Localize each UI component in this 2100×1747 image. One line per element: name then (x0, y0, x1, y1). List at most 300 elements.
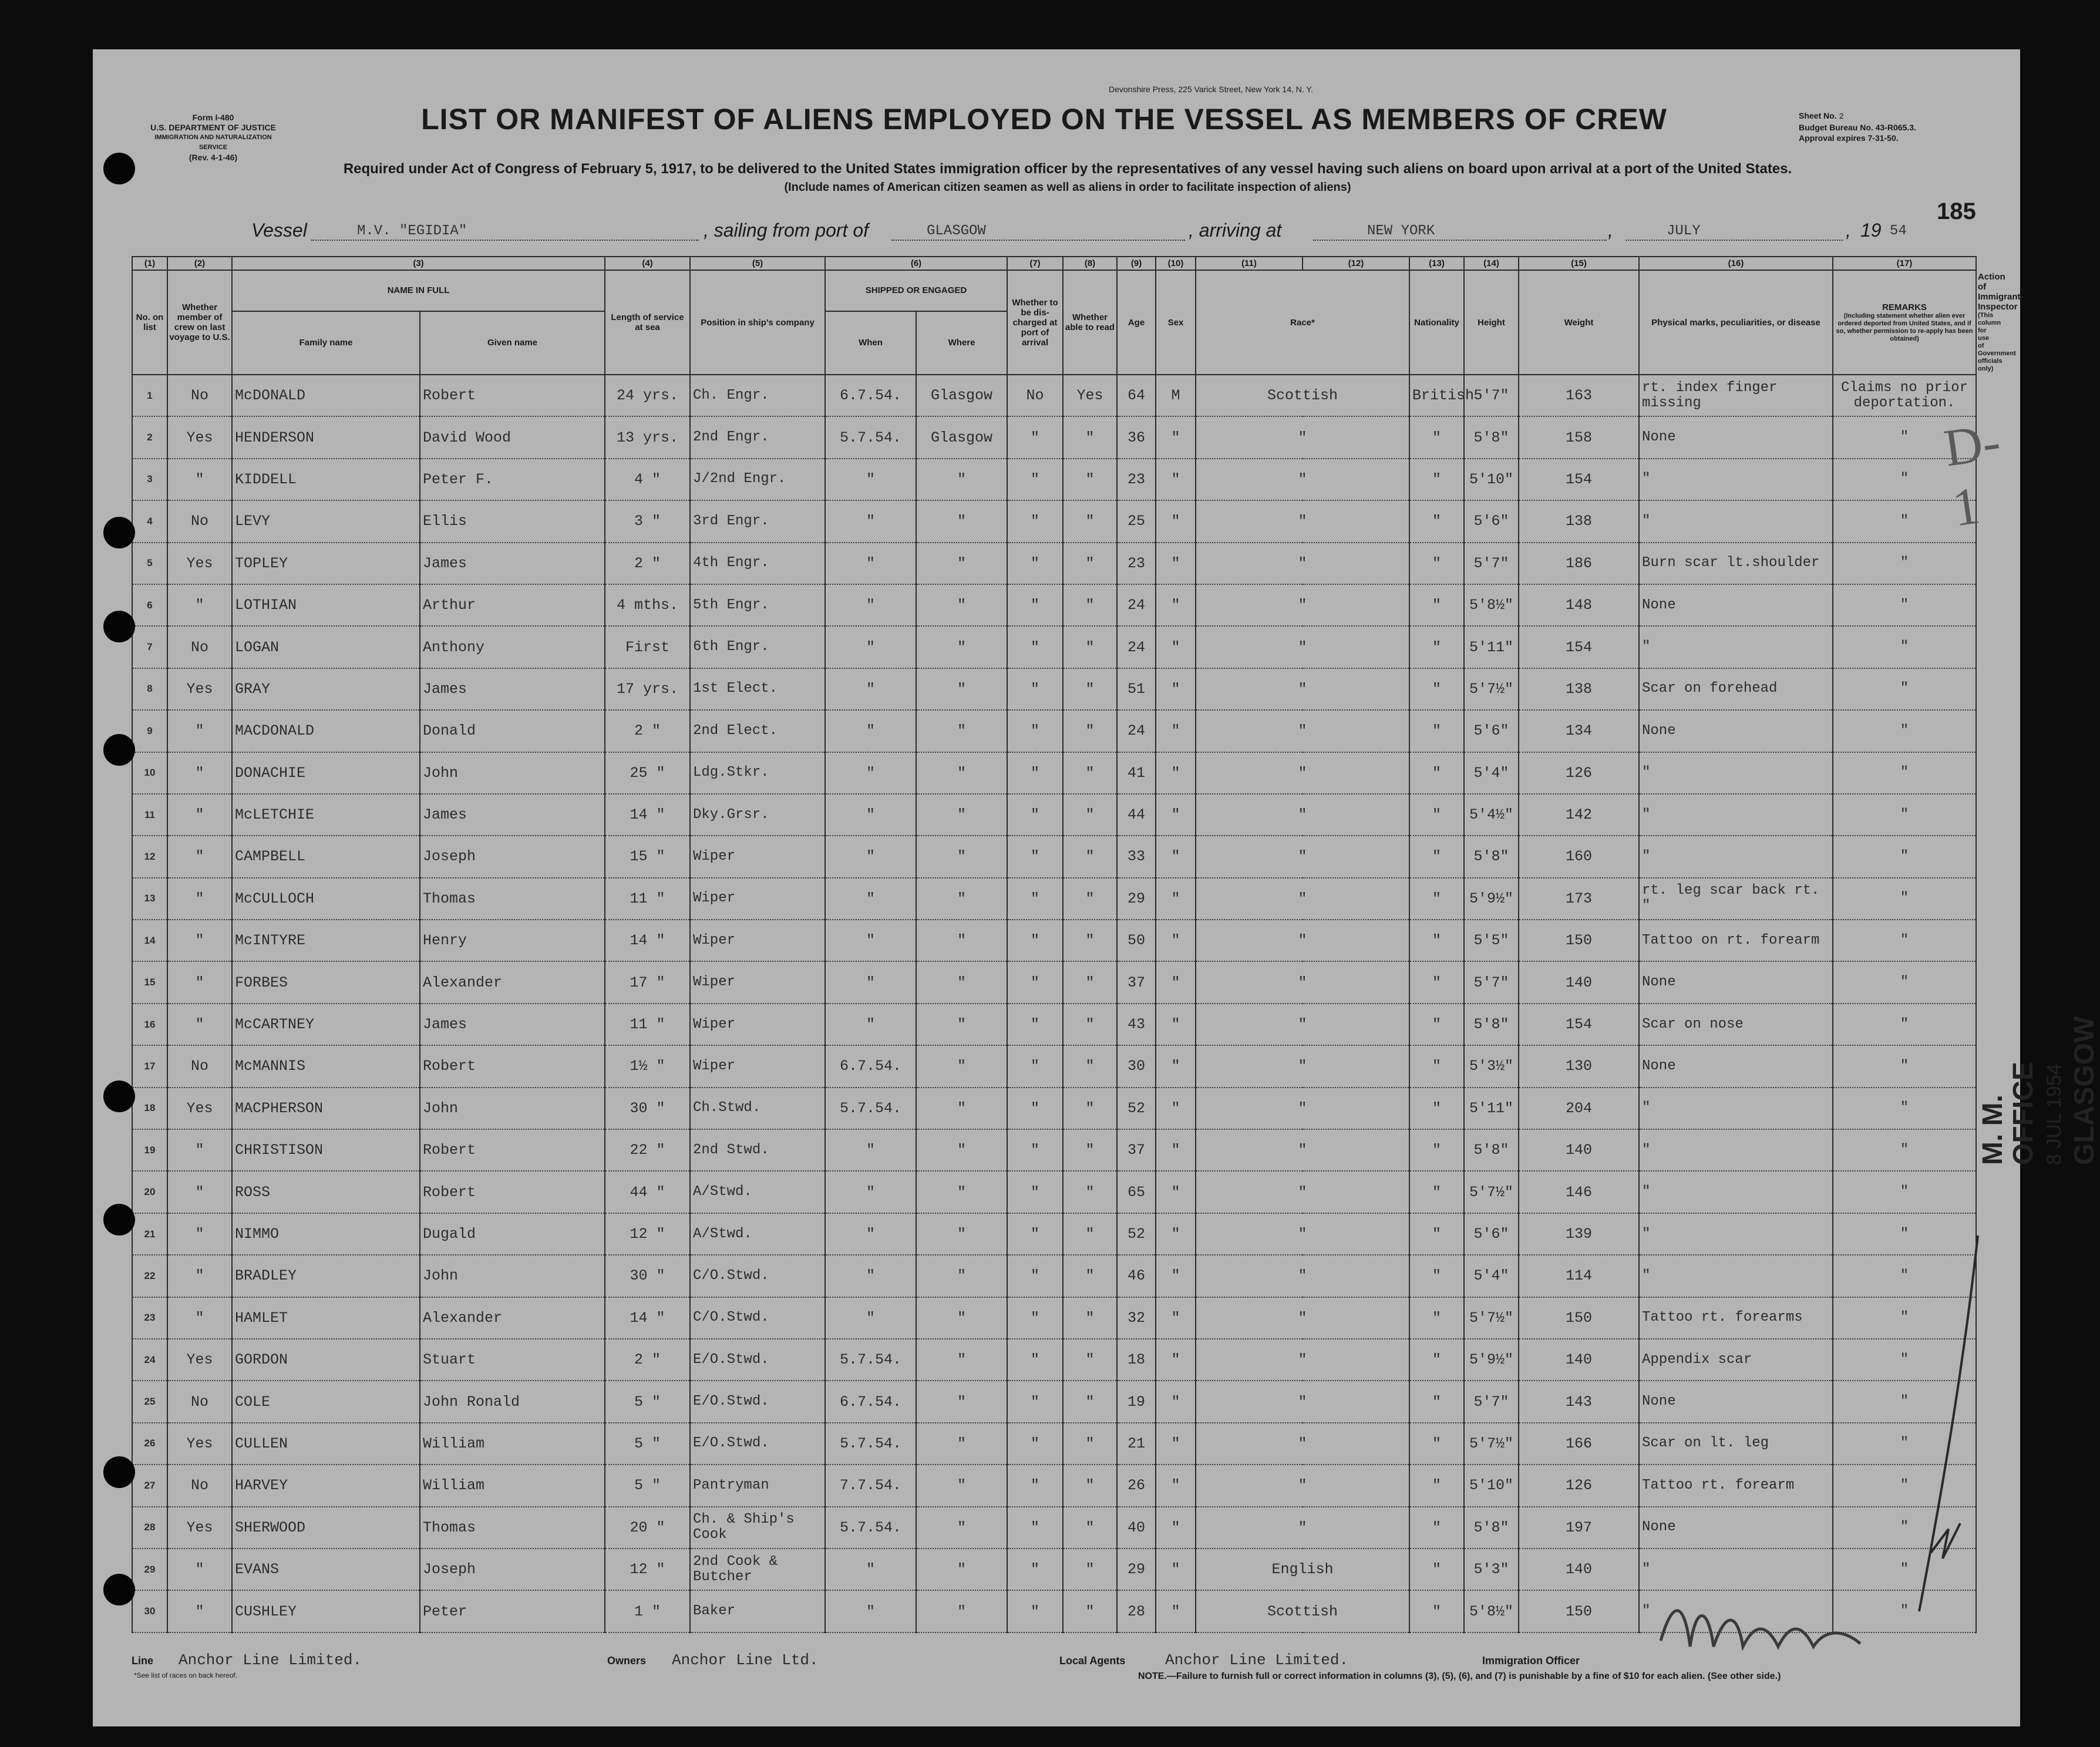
cell-read: " (1063, 1423, 1117, 1465)
cell-marks: None (1639, 1045, 1833, 1087)
cell-marks: " (1639, 459, 1833, 500)
budget-bureau: Budget Bureau No. 43-R065.3. (1799, 123, 1916, 132)
cell-no: 16 (132, 1004, 167, 1045)
header-position: Position in ship's company (690, 270, 825, 375)
cell-remarks: " (1833, 459, 1976, 500)
sheet-label: Sheet No. (1799, 111, 1837, 120)
cell-weight: 138 (1519, 500, 1639, 542)
cell-given: Thomas (420, 1507, 605, 1549)
arrival-year: 54 (1890, 223, 1907, 239)
cell-position: A/Stwd. (690, 1213, 825, 1255)
cell-length: 4 " (605, 459, 690, 500)
table-row (132, 1213, 1976, 1255)
cell-given: Donald (420, 710, 605, 752)
cell-race: " (1196, 961, 1409, 1003)
cell-disch: " (1007, 626, 1063, 668)
cell-given: Robert (420, 1171, 605, 1213)
cell-weight: 148 (1519, 584, 1639, 626)
cell-prev: " (167, 878, 232, 920)
cell-family: HENDERSON (232, 416, 420, 458)
cell-age: 24 (1117, 626, 1156, 668)
cell-disch: " (1007, 1465, 1063, 1506)
cell-weight: 130 (1519, 1045, 1639, 1087)
cell-length: 25 " (605, 752, 690, 794)
cell-marks: " (1639, 1590, 1833, 1632)
header-race: Race* (1196, 270, 1409, 375)
cell-position: 1st Elect. (690, 668, 825, 710)
cell-read: " (1063, 1171, 1117, 1213)
cell-given: John (420, 1255, 605, 1297)
cell-age: 36 (1117, 416, 1156, 458)
cell-marks: None (1639, 961, 1833, 1003)
cell-race: " (1196, 1423, 1409, 1465)
cell-family: FORBES (232, 961, 420, 1003)
cell-no: 6 (132, 584, 167, 626)
cell-sex: " (1156, 752, 1196, 794)
cell-family: SHERWOOD (232, 1507, 420, 1549)
cell-when: " (825, 668, 916, 710)
cell-weight: 140 (1519, 1129, 1639, 1171)
cell-prev: No (167, 1465, 232, 1506)
cell-disch: " (1007, 500, 1063, 542)
cell-read: " (1063, 794, 1117, 836)
cell-length: 5 " (605, 1381, 690, 1422)
cell-disch: " (1007, 1213, 1063, 1255)
cell-position: J/2nd Engr. (690, 459, 825, 500)
header-no-on-list: No. on list (132, 270, 167, 375)
binder-hole (103, 1080, 135, 1112)
binder-hole (103, 611, 135, 642)
cell-length: 1 " (605, 1590, 690, 1632)
cell-race: " (1196, 626, 1409, 668)
cell-length: First (605, 626, 690, 668)
cell-sex: " (1156, 1465, 1196, 1506)
cell-position: Wiper (690, 878, 825, 920)
cell-nat: " (1409, 1045, 1464, 1087)
cell-weight: 163 (1519, 375, 1639, 416)
cell-no: 1 (132, 375, 167, 416)
cell-read: " (1063, 416, 1117, 458)
cell-no: 17 (132, 1045, 167, 1087)
cell-when: " (825, 1549, 916, 1590)
page-number: 185 (1937, 198, 1976, 224)
cell-age: 24 (1117, 710, 1156, 752)
cell-position: Wiper (690, 961, 825, 1003)
cell-prev: " (167, 459, 232, 500)
table-row (132, 752, 1976, 794)
cell-when: " (825, 543, 916, 584)
cell-age: 43 (1117, 1004, 1156, 1045)
cell-marks: Appendix scar (1639, 1339, 1833, 1381)
table-row (132, 1045, 1976, 1087)
cell-disch: " (1007, 920, 1063, 961)
cell-race: " (1196, 878, 1409, 920)
cell-read: " (1063, 836, 1117, 877)
cell-age: 37 (1117, 961, 1156, 1003)
cell-sex: " (1156, 1549, 1196, 1590)
cell-nat: " (1409, 1339, 1464, 1381)
cell-remarks: " (1833, 668, 1976, 710)
cell-height: 5'7½" (1464, 1297, 1519, 1339)
stamp-date: 8 JUL 1954 (2043, 1063, 2065, 1165)
cell-height: 5'8" (1464, 1004, 1519, 1045)
cell-age: 29 (1117, 1549, 1156, 1590)
cell-family: McCARTNEY (232, 1004, 420, 1045)
header-shipped: SHIPPED OR ENGAGED (825, 270, 1007, 311)
cell-age: 28 (1117, 1590, 1156, 1632)
cell-where: " (916, 500, 1007, 542)
cell-no: 29 (132, 1549, 167, 1590)
cell-remarks: " (1833, 878, 1976, 920)
cell-weight: 197 (1519, 1507, 1639, 1549)
cell-remarks: " (1833, 1004, 1976, 1045)
cell-age: 46 (1117, 1255, 1156, 1297)
cell-length: 11 " (605, 878, 690, 920)
cell-position: A/Stwd. (690, 1171, 825, 1213)
cell-position: 2nd Cook & Butcher (690, 1549, 825, 1590)
cell-when: " (825, 1297, 916, 1339)
cell-disch: " (1007, 1549, 1063, 1590)
cell-race: " (1196, 459, 1409, 500)
cell-nat: " (1409, 1088, 1464, 1129)
cell-read: " (1063, 543, 1117, 584)
sailing-label: , sailing from port of (704, 220, 869, 241)
cell-age: 26 (1117, 1465, 1156, 1506)
footer (132, 1650, 1976, 1691)
cell-nat: " (1409, 1381, 1464, 1422)
cell-weight: 140 (1519, 961, 1639, 1003)
cell-disch: " (1007, 668, 1063, 710)
cell-length: 22 " (605, 1129, 690, 1171)
cell-nat: " (1409, 500, 1464, 542)
cell-age: 19 (1117, 1381, 1156, 1422)
cell-family: McCULLOCH (232, 878, 420, 920)
cell-no: 30 (132, 1590, 167, 1632)
cell-height: 5'7" (1464, 375, 1519, 416)
cell-read: " (1063, 1297, 1117, 1339)
cell-remarks: " (1833, 1381, 1976, 1422)
cell-sex: " (1156, 961, 1196, 1003)
cell-age: 18 (1117, 1339, 1156, 1381)
cell-when: " (825, 459, 916, 500)
cell-where: " (916, 961, 1007, 1003)
cell-given: James (420, 668, 605, 710)
header-sex: Sex (1156, 270, 1196, 375)
cell-read: " (1063, 1590, 1117, 1632)
cell-remarks: " (1833, 1255, 1976, 1297)
cell-marks: " (1639, 1549, 1833, 1590)
header-read: Whether able to read (1063, 270, 1117, 375)
cell-height: 5'8" (1464, 1129, 1519, 1171)
cell-where: " (916, 1423, 1007, 1465)
cell-height: 5'11" (1464, 1088, 1519, 1129)
cell-disch: " (1007, 710, 1063, 752)
cell-no: 24 (132, 1339, 167, 1381)
cell-where: " (916, 1255, 1007, 1297)
cell-weight: 126 (1519, 752, 1639, 794)
cell-height: 5'8" (1464, 836, 1519, 877)
voyage-line: Vessel M.V. "EGIDIA" , sailing from port of GLASGOW , arriving at NEW YORK , JULY , 19 54 (251, 220, 1907, 241)
cell-read: " (1063, 961, 1117, 1003)
cell-height: 5'7" (1464, 1381, 1519, 1422)
header-height: Height (1464, 270, 1519, 375)
cell-race: " (1196, 1129, 1409, 1171)
cell-marks: None (1639, 710, 1833, 752)
cell-position: C/O.Stwd. (690, 1297, 825, 1339)
cell-prev: " (167, 584, 232, 626)
cell-no: 15 (132, 961, 167, 1003)
cell-nat: " (1409, 836, 1464, 877)
cell-position: Ch.Stwd. (690, 1088, 825, 1129)
cell-disch: " (1007, 1129, 1063, 1171)
cell-prev: " (167, 1004, 232, 1045)
cell-when: " (825, 1213, 916, 1255)
cell-race: English (1196, 1549, 1409, 1590)
cell-disch: " (1007, 878, 1063, 920)
cell-height: 5'8½" (1464, 1590, 1519, 1632)
table-row (132, 584, 1976, 626)
cell-race: " (1196, 1213, 1409, 1255)
cell-nat: " (1409, 752, 1464, 794)
stamp-office: M. M. OFFICE (1977, 1062, 2039, 1165)
cell-weight: 126 (1519, 1465, 1639, 1506)
cell-where: " (916, 1088, 1007, 1129)
cell-family: McDONALD (232, 375, 420, 416)
table-row (132, 920, 1976, 961)
cell-read: " (1063, 710, 1117, 752)
cell-age: 41 (1117, 752, 1156, 794)
cell-age: 30 (1117, 1045, 1156, 1087)
cell-where: " (916, 1339, 1007, 1381)
cell-weight: 150 (1519, 1590, 1639, 1632)
cell-family: CUSHLEY (232, 1590, 420, 1632)
cell-marks: Scar on lt. leg (1639, 1423, 1833, 1465)
cell-weight: 154 (1519, 626, 1639, 668)
table-row (132, 1423, 1976, 1465)
cell-height: 5'8" (1464, 416, 1519, 458)
cell-where: " (916, 752, 1007, 794)
arriving-port: NEW YORK (1367, 223, 1435, 239)
cell-disch: " (1007, 794, 1063, 836)
cell-sex: " (1156, 1297, 1196, 1339)
cell-disch: " (1007, 752, 1063, 794)
form-number: Form I-480 (192, 113, 234, 122)
cell-sex: " (1156, 1088, 1196, 1129)
cell-when: " (825, 584, 916, 626)
cell-height: 5'10" (1464, 459, 1519, 500)
cell-length: 3 " (605, 500, 690, 542)
cell-no: 2 (132, 416, 167, 458)
cell-when: " (825, 1129, 916, 1171)
races-note: *See list of races on back hereof. (134, 1671, 238, 1679)
cell-race: " (1196, 1339, 1409, 1381)
sailing-port: GLASGOW (927, 223, 986, 239)
cell-no: 23 (132, 1297, 167, 1339)
cell-position: 2nd Engr. (690, 416, 825, 458)
header-length: Length of service at sea (605, 270, 690, 375)
cell-when: 5.7.54. (825, 1507, 916, 1549)
cell-no: 26 (132, 1423, 167, 1465)
cell-height: 5'7½" (1464, 1171, 1519, 1213)
table-row (132, 1004, 1976, 1045)
cell-weight: 154 (1519, 459, 1639, 500)
cell-given: Ellis (420, 500, 605, 542)
cell-remarks: " (1833, 1465, 1976, 1506)
cell-family: HARVEY (232, 1465, 420, 1506)
cell-marks: None (1639, 584, 1833, 626)
cell-remarks: " (1833, 1045, 1976, 1087)
cell-age: 64 (1117, 375, 1156, 416)
cell-race: " (1196, 794, 1409, 836)
table-row (132, 878, 1976, 920)
cell-no: 19 (132, 1129, 167, 1171)
cell-no: 10 (132, 752, 167, 794)
cell-marks: Burn scar lt.shoulder (1639, 543, 1833, 584)
penalty-note: NOTE.—Failure to furnish full or correct information in columns (3), (5), (6), and (7) is punishable by a fine of $10 for each alien. (See other side.) (1138, 1671, 1781, 1681)
cell-family: MACDONALD (232, 710, 420, 752)
cell-length: 17 " (605, 961, 690, 1003)
cell-remarks: " (1833, 1339, 1976, 1381)
cell-position: 2nd Elect. (690, 710, 825, 752)
cell-weight: 158 (1519, 416, 1639, 458)
cell-remarks: " (1833, 1088, 1976, 1129)
cell-disch: " (1007, 961, 1063, 1003)
cell-marks: " (1639, 500, 1833, 542)
cell-race: " (1196, 1045, 1409, 1087)
cell-remarks: " (1833, 1590, 1976, 1632)
cell-family: EVANS (232, 1549, 420, 1590)
cell-marks: " (1639, 1213, 1833, 1255)
cell-weight: 114 (1519, 1255, 1639, 1297)
act-statement: Required under Act of Congress of February 5, 1917, to be delivered to the United States immigration officer by the representatives of any vessel having such aliens on board upon arrival at a port of the United States. (343, 161, 1792, 177)
cell-nat: " (1409, 584, 1464, 626)
cell-when: " (825, 1004, 916, 1045)
cell-height: 5'7" (1464, 543, 1519, 584)
cell-where: " (916, 1045, 1007, 1087)
cell-nat: " (1409, 1297, 1464, 1339)
cell-when: " (825, 836, 916, 877)
cell-no: 3 (132, 459, 167, 500)
cell-length: 30 " (605, 1255, 690, 1297)
service: IMMIGRATION AND NATURALIZATION SERVICE (154, 134, 272, 151)
cell-nat: " (1409, 416, 1464, 458)
cell-marks: " (1639, 752, 1833, 794)
cell-sex: " (1156, 668, 1196, 710)
column-numbers: (1) (2) (3) (4) (5) (6) (7) (8) (9) (10) (11) (12) (13) (14) (15) (16) (17) (132, 257, 1976, 270)
cell-length: 12 " (605, 1549, 690, 1590)
cell-prev: No (167, 626, 232, 668)
cell-race: " (1196, 1507, 1409, 1549)
cell-age: 23 (1117, 459, 1156, 500)
cell-age: 29 (1117, 878, 1156, 920)
cell-read: " (1063, 500, 1117, 542)
cell-position: Dky.Grsr. (690, 794, 825, 836)
column-headers: No. on list Whether member of crew on last voyage to U.S. NAME IN FULL Length of service at sea Position in ship's company SHIPPED OR ENGAGED Whether to be dis-charged at port of arrival Whether able to read Age Sex Race* Nationality Height Weight Physical marks, peculiarities, or disease REMARKS (Including statement whether alien ever ordered deported from United States, and if so, whether permission to re-apply has been obtained) Action of Immigrant Inspector (This column for use of Government officials only) (132, 270, 1976, 311)
cell-weight: 139 (1519, 1213, 1639, 1255)
cell-nat: " (1409, 1171, 1464, 1213)
cell-length: 24 yrs. (605, 375, 690, 416)
cell-when: " (825, 794, 916, 836)
cell-sex: " (1156, 1171, 1196, 1213)
cell-race: " (1196, 1255, 1409, 1297)
binder-hole (103, 1574, 135, 1605)
cell-no: 21 (132, 1213, 167, 1255)
cell-race: " (1196, 1465, 1409, 1506)
cell-where: " (916, 1381, 1007, 1422)
owners-label: Owners (607, 1655, 647, 1667)
cell-sex: " (1156, 1213, 1196, 1255)
cell-weight: 154 (1519, 1004, 1639, 1045)
cell-height: 5'3½" (1464, 1045, 1519, 1087)
table-row (132, 500, 1976, 542)
cell-where: " (916, 710, 1007, 752)
cell-weight: 142 (1519, 794, 1639, 836)
cell-when: 6.7.54. (825, 1381, 916, 1422)
cell-where: " (916, 1171, 1007, 1213)
cell-remarks: " (1833, 1171, 1976, 1213)
cell-where: " (916, 794, 1007, 836)
cell-prev: No (167, 1045, 232, 1087)
cell-remarks: " (1833, 626, 1976, 668)
cell-prev: " (167, 1171, 232, 1213)
cell-nat: " (1409, 1590, 1464, 1632)
cell-marks: " (1639, 836, 1833, 877)
cell-read: " (1063, 584, 1117, 626)
cell-read: " (1063, 1129, 1117, 1171)
cell-height: 5'8" (1464, 1507, 1519, 1549)
cell-marks: rt. index finger missing (1639, 375, 1833, 416)
cell-remarks: " (1833, 794, 1976, 836)
cell-read: Yes (1063, 375, 1117, 416)
cell-disch: " (1007, 1339, 1063, 1381)
cell-remarks: " (1833, 416, 1976, 458)
cell-race: " (1196, 1297, 1409, 1339)
cell-where: " (916, 543, 1007, 584)
cell-family: LEVY (232, 500, 420, 542)
cell-disch: " (1007, 1507, 1063, 1549)
cell-disch: " (1007, 1045, 1063, 1087)
cell-where: " (916, 836, 1007, 877)
cell-given: John (420, 752, 605, 794)
cell-where: " (916, 1004, 1007, 1045)
cell-prev: " (167, 1213, 232, 1255)
cell-when: " (825, 961, 916, 1003)
cell-remarks: " (1833, 961, 1976, 1003)
cell-when: " (825, 500, 916, 542)
cell-sex: " (1156, 1339, 1196, 1381)
cell-remarks: " (1833, 1297, 1976, 1339)
cell-prev: " (167, 920, 232, 961)
cell-no: 7 (132, 626, 167, 668)
cell-age: 44 (1117, 794, 1156, 836)
cell-sex: " (1156, 500, 1196, 542)
cell-no: 25 (132, 1381, 167, 1422)
cell-age: 65 (1117, 1171, 1156, 1213)
cell-when: " (825, 1171, 916, 1213)
cell-height: 5'3" (1464, 1549, 1519, 1590)
cell-age: 25 (1117, 500, 1156, 542)
mm-office-stamp (1978, 1016, 2100, 1165)
cell-position: Wiper (690, 920, 825, 961)
approval-expiry: Approval expires 7-31-50. (1799, 133, 1899, 143)
cell-no: 22 (132, 1255, 167, 1297)
cell-position: Baker (690, 1590, 825, 1632)
cell-nat: " (1409, 1423, 1464, 1465)
cell-prev: " (167, 1297, 232, 1339)
cell-no: 8 (132, 668, 167, 710)
cell-remarks: " (1833, 920, 1976, 961)
cell-when: 5.7.54. (825, 416, 916, 458)
